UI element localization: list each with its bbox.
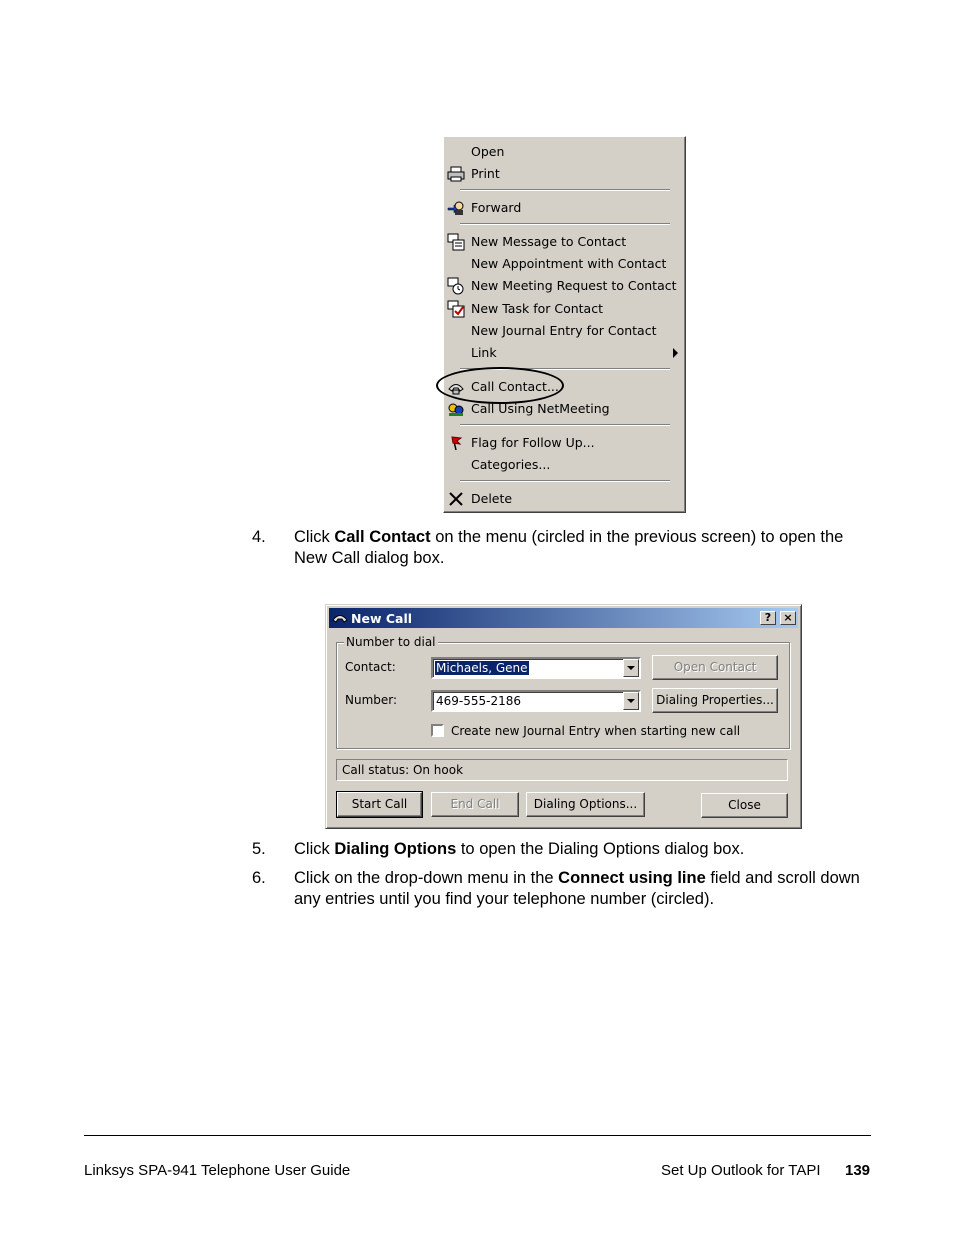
menu-item-open[interactable]: Open: [471, 144, 505, 159]
menu-separator: [460, 189, 670, 191]
close-button[interactable]: Close: [701, 793, 788, 818]
menu-item-new-task[interactable]: New Task for Contact: [444, 299, 685, 319]
menu-item-new-journal-entry[interactable]: New Journal Entry for Contact: [471, 323, 657, 338]
new-call-dialog: [325, 604, 802, 829]
menu-separator: [460, 223, 670, 225]
menu-item-forward[interactable]: Forward: [444, 198, 685, 218]
start-call-button[interactable]: Start Call: [337, 792, 422, 817]
step-text: Click Dialing Options to open the Dialing Options dialog box.: [294, 840, 745, 858]
number-combobox[interactable]: [431, 690, 641, 712]
chevron-down-icon[interactable]: [623, 659, 639, 677]
menu-item-call-netmeeting[interactable]: Call Using NetMeeting: [444, 399, 685, 419]
contact-combobox[interactable]: [431, 657, 641, 679]
chevron-down-icon[interactable]: [623, 692, 639, 710]
menu-item-categories[interactable]: Categories...: [471, 457, 551, 472]
delete-x-icon: [447, 490, 465, 508]
number-label: Number:: [345, 693, 398, 707]
printer-icon: [447, 165, 465, 183]
submenu-arrow-icon: [673, 348, 678, 358]
group-label: Number to dial: [346, 635, 436, 649]
menu-item-new-meeting-request[interactable]: New Meeting Request to Contact: [444, 276, 685, 296]
dialog-titlebar: [329, 608, 798, 628]
netmeeting-icon: [447, 400, 465, 418]
call-status-text: Call status: On hook: [342, 763, 464, 777]
call-status-bar: [336, 759, 788, 781]
menu-item-new-message[interactable]: New Message to Contact: [444, 232, 685, 252]
menu-item-call-contact[interactable]: Call Contact...: [444, 377, 685, 397]
menu-item-new-appointment[interactable]: New Appointment with Contact: [471, 256, 667, 271]
forward-icon: [447, 199, 465, 217]
journal-checkbox-label: Create new Journal Entry when starting new call: [451, 724, 741, 738]
page-number: 139: [845, 1162, 871, 1179]
step-text: Click Call Contact on the menu (circled in the previous screen) to open the New Call dialog box.: [294, 528, 844, 567]
journal-checkbox[interactable]: [431, 724, 444, 737]
menu-item-link[interactable]: Link: [444, 343, 685, 363]
menu-separator: [460, 480, 670, 482]
menu-separator: [460, 424, 670, 426]
phone-icon: [447, 378, 465, 396]
contact-label: Contact:: [345, 660, 396, 674]
dialog-title: New Call: [351, 611, 413, 626]
meeting-request-icon: [447, 277, 465, 295]
context-menu: [443, 136, 686, 513]
step-text: Click on the drop-down menu in the Connect using line field and scroll down any entries until you find your telephone number (circled).: [294, 869, 860, 908]
menu-separator: [460, 368, 670, 370]
open-contact-button[interactable]: Open Contact: [652, 655, 778, 680]
menu-item-flag-follow-up[interactable]: Flag for Follow Up...: [444, 433, 685, 453]
footer-section: Set Up Outlook for TAPI: [661, 1162, 821, 1179]
dialing-properties-button[interactable]: Dialing Properties...: [652, 688, 778, 713]
phone-icon: [332, 610, 348, 626]
flag-icon: [447, 434, 465, 452]
footer-title: Linksys SPA-941 Telephone User Guide: [84, 1162, 351, 1179]
dialing-options-button[interactable]: Dialing Options...: [526, 792, 645, 817]
footer-rule: [84, 1135, 871, 1136]
help-button[interactable]: ?: [760, 611, 776, 625]
contact-value: Michaels, Gene: [436, 661, 528, 675]
new-message-icon: [447, 233, 465, 251]
number-value: 469-555-2186: [436, 694, 522, 708]
menu-item-print[interactable]: Print: [444, 164, 685, 184]
task-icon: [447, 300, 465, 318]
close-icon[interactable]: ×: [780, 611, 796, 625]
end-call-button[interactable]: End Call: [431, 792, 519, 817]
menu-item-delete[interactable]: Delete: [444, 489, 685, 509]
